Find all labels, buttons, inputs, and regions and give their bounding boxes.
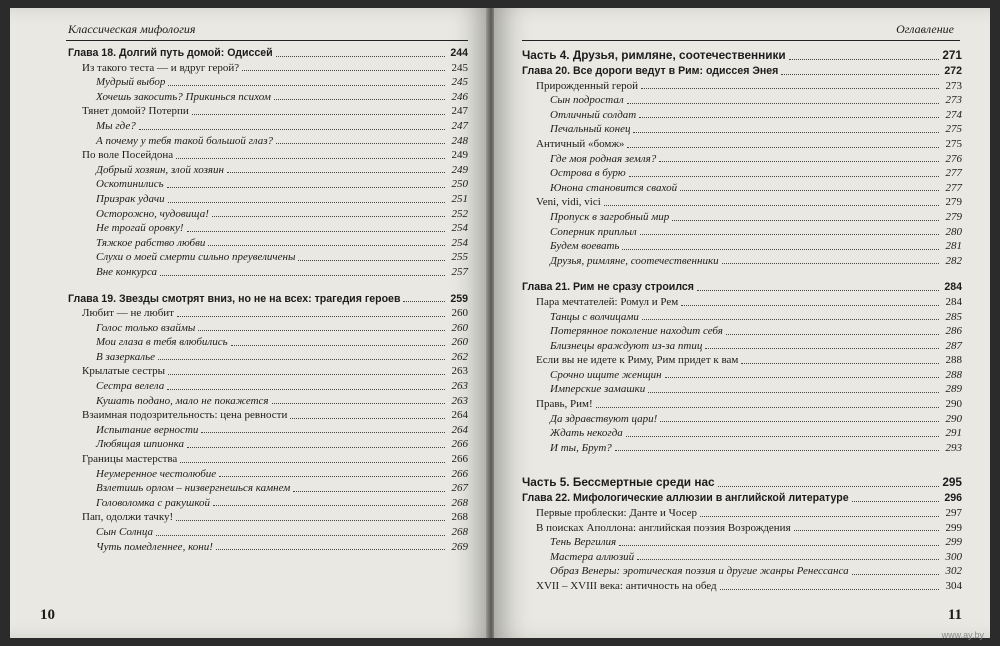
- dot-leader: [198, 330, 445, 331]
- toc-entry-title: Слухи о моей смерти сильно преувеличены: [96, 251, 296, 264]
- toc-entry-title: Испытание верности: [96, 423, 199, 436]
- toc-entry-page: 299: [945, 536, 962, 549]
- toc-entry: [522, 579, 962, 594]
- toc-entry-page: 254: [451, 236, 468, 249]
- toc-entry: [522, 254, 962, 269]
- dot-leader: [697, 290, 939, 291]
- toc-chapter-entry: [522, 280, 962, 295]
- toc-entry-title: Мы где?: [96, 119, 136, 132]
- toc-entry-title: Мои глаза в тебя влюбились: [96, 336, 228, 349]
- toc-entry: [68, 467, 468, 482]
- toc-entry: [68, 379, 468, 394]
- right-page: [494, 8, 990, 638]
- toc-entry: [68, 177, 468, 192]
- toc-entry-page: 262: [451, 350, 468, 363]
- dot-leader: [403, 301, 445, 302]
- toc-entry-title: Вне конкурса: [96, 265, 157, 278]
- dot-leader: [160, 275, 445, 276]
- toc-entry-page: 271: [942, 48, 962, 62]
- dot-leader: [615, 450, 939, 451]
- toc-entry: [522, 239, 962, 254]
- toc-chapter-entry: [68, 46, 468, 61]
- toc-entry: [522, 225, 962, 240]
- dot-leader: [718, 486, 939, 487]
- toc-entry: [522, 210, 962, 225]
- toc-entry: [68, 350, 468, 365]
- toc-entry-page: 299: [945, 521, 962, 534]
- toc-entry-title: Острова в бурю: [550, 167, 626, 180]
- toc-entry-title: Если вы не идете к Риму, Рим придет к вам: [536, 354, 739, 367]
- toc-entry-page: 296: [944, 492, 962, 505]
- toc-entry-title: Тяжкое рабство любви: [96, 236, 206, 249]
- toc-entry-title: Где моя родная земля?: [550, 152, 657, 165]
- toc-entry: [522, 166, 962, 181]
- toc-entry-title: Отличный солдат: [550, 108, 637, 121]
- toc-entry-title: Глава 18. Долгий путь домой: Одиссей: [68, 47, 273, 59]
- dot-leader: [726, 334, 939, 335]
- dot-leader: [680, 190, 939, 191]
- toc-entry: [68, 306, 468, 321]
- dot-leader: [290, 418, 445, 419]
- toc-entry: [68, 481, 468, 496]
- toc-entry-page: 264: [451, 409, 468, 422]
- toc-entry-page: 269: [451, 540, 468, 553]
- toc-list: [522, 46, 962, 594]
- toc-entry-title: Часть 4. Друзья, римляне, соотечественники: [522, 48, 786, 62]
- toc-entry: [68, 510, 468, 525]
- toc-entry-page: 275: [945, 137, 962, 150]
- dot-leader: [627, 147, 939, 148]
- toc-entry-title: Будем воевать: [550, 240, 620, 253]
- dot-leader: [639, 117, 939, 118]
- dot-leader: [231, 345, 445, 346]
- toc-entry: [522, 108, 962, 123]
- dot-leader: [629, 176, 939, 177]
- toc-entry-page: 251: [451, 192, 468, 205]
- toc-entry-title: Печальный конец: [550, 123, 631, 136]
- toc-entry: [68, 90, 468, 105]
- toc-entry-title: Чуть помедленнее, кони!: [96, 540, 213, 553]
- dot-leader: [741, 363, 939, 364]
- toc-entry: [68, 452, 468, 467]
- toc-entry-page: 289: [945, 383, 962, 396]
- toc-entry-page: 267: [451, 482, 468, 495]
- dot-leader: [648, 392, 939, 393]
- toc-entry-title: Взаимная подозрительность: цена ревности: [82, 409, 288, 422]
- toc-entry: [522, 324, 962, 339]
- toc-entry: [522, 426, 962, 441]
- toc-entry-page: 266: [451, 453, 468, 466]
- toc-entry: [522, 295, 962, 310]
- dot-leader: [642, 319, 939, 320]
- toc-entry-page: 246: [451, 90, 468, 103]
- toc-chapter-entry: [522, 491, 962, 506]
- toc-entry-page: 281: [945, 240, 962, 253]
- toc-entry-title: Кушать подано, мало не покажется: [96, 394, 269, 407]
- toc-entry-page: 300: [945, 550, 962, 563]
- toc-entry-page: 245: [451, 61, 468, 74]
- toc-entry-title: Взлетишь орлом – низвергнешься камнем: [96, 482, 291, 495]
- toc-entry: [68, 250, 468, 265]
- toc-entry-page: 268: [451, 511, 468, 524]
- toc-entry-title: Пропуск в загробный мир: [550, 210, 670, 223]
- dot-leader: [227, 172, 445, 173]
- toc-entry-page: 279: [945, 210, 962, 223]
- toc-entry-page: 248: [451, 134, 468, 147]
- toc-entry-title: По воле Посейдона: [82, 149, 174, 162]
- toc-entry-page: 247: [451, 105, 468, 118]
- toc-entry: [68, 335, 468, 350]
- dot-leader: [665, 377, 939, 378]
- toc-entry-title: Тень Вергилия: [550, 536, 617, 549]
- header-rule: [66, 40, 468, 41]
- toc-entry: [68, 496, 468, 511]
- dot-leader: [192, 114, 445, 115]
- page-number: 10: [40, 607, 55, 623]
- toc-entry-page: 285: [945, 310, 962, 323]
- toc-part-entry: [522, 473, 962, 491]
- toc-entry: [522, 382, 962, 397]
- dot-leader: [176, 520, 445, 521]
- dot-leader: [293, 491, 445, 492]
- toc-entry-page: 273: [945, 94, 962, 107]
- toc-entry-title: Глава 19. Звезды смотрят вниз, но не на всех: трагедия героев: [68, 292, 401, 305]
- toc-entry: [522, 310, 962, 325]
- dot-leader: [219, 476, 445, 477]
- toc-spacer: [522, 268, 962, 280]
- toc-entry-title: Из такого теста — и вдруг герой?: [82, 61, 240, 74]
- dot-leader: [626, 436, 939, 437]
- toc-entry-page: 266: [451, 467, 468, 480]
- toc-entry-title: Пара мечтателей: Ромул и Рем: [536, 295, 679, 308]
- dot-leader: [168, 202, 445, 203]
- toc-entry-page: 284: [944, 281, 962, 294]
- toc-entry-page: 280: [945, 225, 962, 238]
- dot-leader: [852, 501, 939, 502]
- dot-leader: [242, 70, 445, 71]
- toc-entry: [68, 321, 468, 336]
- toc-entry: [68, 61, 468, 76]
- toc-entry-title: Сын Солнца: [96, 526, 154, 538]
- toc-entry: [68, 134, 468, 149]
- toc-entry-title: Друзья, римляне, соотечественники: [550, 254, 719, 267]
- toc-entry-page: 247: [451, 119, 468, 132]
- dot-leader: [177, 316, 445, 317]
- dot-leader: [640, 234, 939, 235]
- toc-entry-page: 268: [451, 496, 468, 509]
- toc-entry-title: А почему у тебя такой большой глаз?: [96, 134, 274, 147]
- toc-entry: [68, 104, 468, 119]
- toc-entry-title: Пап, одолжи тачку!: [82, 511, 174, 524]
- toc-entry: [522, 122, 962, 137]
- toc-list: [68, 46, 468, 554]
- toc-entry: [522, 506, 962, 521]
- toc-entry-title: Не трогай оровку!: [96, 222, 184, 235]
- toc-entry-title: Ждать некогда: [550, 427, 623, 440]
- toc-entry-title: Хочешь закосить? Прикинься психом: [96, 90, 271, 103]
- toc-entry-title: Близнецы враждуют из-за птиц: [550, 339, 703, 352]
- dot-leader: [659, 161, 939, 162]
- toc-entry: [68, 75, 468, 90]
- toc-entry: [68, 221, 468, 236]
- dot-leader: [272, 403, 445, 404]
- toc-entry: [522, 181, 962, 196]
- dot-leader: [168, 374, 445, 375]
- toc-entry-page: 254: [451, 222, 468, 235]
- toc-entry-page: 297: [945, 507, 962, 520]
- dot-leader: [789, 59, 939, 60]
- toc-entry-page: 293: [945, 441, 962, 454]
- toc-entry: [522, 397, 962, 412]
- toc-chapter-entry: [68, 292, 468, 307]
- toc-entry-title: Добрый хозяин, злой хозяин: [96, 163, 224, 176]
- toc-entry-page: 260: [451, 336, 468, 349]
- toc-entry-title: В поисках Аполлона: английская поэзия Возрождения: [536, 521, 791, 534]
- toc-entry: [68, 394, 468, 409]
- toc-entry-title: Юнона становится свахой: [550, 181, 678, 194]
- toc-entry: [68, 207, 468, 222]
- toc-entry: [522, 195, 962, 210]
- toc-entry: [522, 521, 962, 536]
- dot-leader: [298, 260, 445, 261]
- dot-leader: [781, 74, 939, 75]
- toc-entry-title: Глава 21. Рим не сразу строился: [522, 281, 694, 294]
- toc-entry-title: Неумеренное честолюбие: [96, 467, 217, 480]
- toc-entry: [68, 525, 468, 540]
- toc-entry-title: Имперские замашки: [550, 383, 646, 396]
- toc-entry: [68, 540, 468, 555]
- header-rule: [522, 40, 960, 41]
- toc-entry-title: Любит — не любит: [82, 307, 174, 320]
- toc-chapter-entry: [522, 64, 962, 79]
- toc-entry-title: Veni, vidi, vici: [536, 196, 601, 209]
- dot-leader: [627, 103, 939, 104]
- toc-entry-page: 302: [945, 565, 962, 578]
- running-head: Оглавление: [896, 22, 954, 36]
- toc-entry: [68, 192, 468, 207]
- toc-entry-page: 295: [942, 475, 962, 490]
- toc-entry-page: 260: [451, 321, 468, 334]
- toc-entry-page: 277: [945, 181, 962, 194]
- toc-entry: [68, 364, 468, 379]
- toc-entry-page: 263: [451, 365, 468, 378]
- toc-entry-page: 279: [945, 196, 962, 209]
- toc-entry-title: Танцы с волчицами: [550, 310, 639, 323]
- toc-entry-title: Потерянное поколение находит себя: [550, 325, 723, 338]
- toc-entry-page: 264: [451, 423, 468, 436]
- toc-entry: [522, 339, 962, 354]
- toc-entry-title: Глава 22. Мифологические аллюзии в английской литературе: [522, 492, 849, 505]
- toc-entry-title: Тянет домой? Потерпи: [82, 105, 189, 118]
- toc-entry-title: Правь, Рим!: [536, 398, 593, 411]
- toc-entry: [68, 408, 468, 423]
- toc-entry-title: Срочно ищите женщин: [550, 368, 662, 381]
- dot-leader: [168, 85, 445, 86]
- toc-entry-page: 304: [945, 580, 962, 592]
- toc-entry-title: Глава 20. Все дороги ведут в Рим: одиссея Энея: [522, 65, 779, 77]
- toc-entry-title: Первые проблески: Данте и Чосер: [536, 507, 697, 520]
- toc-entry-page: 255: [451, 251, 468, 264]
- toc-entry: [68, 437, 468, 452]
- toc-entry-page: 272: [944, 65, 962, 77]
- toc-entry-page: 286: [945, 325, 962, 338]
- toc-entry-title: Голос только взаймы: [96, 321, 196, 334]
- toc-entry-page: 257: [451, 265, 468, 278]
- dot-leader: [276, 56, 445, 57]
- toc-entry-page: 244: [450, 47, 468, 59]
- toc-entry: [68, 148, 468, 163]
- dot-leader: [187, 231, 445, 232]
- dot-leader: [705, 348, 939, 349]
- toc-spacer: [68, 280, 468, 292]
- toc-entry-page: 291: [945, 427, 962, 440]
- toc-entry: [522, 152, 962, 167]
- dot-leader: [596, 407, 939, 408]
- toc-entry-title: Да здравствуют цари!: [550, 412, 658, 425]
- toc-entry: [68, 423, 468, 438]
- toc-entry-page: 259: [450, 292, 468, 305]
- dot-leader: [622, 249, 939, 250]
- toc-entry-title: В зазеркалье: [96, 350, 155, 363]
- toc-entry: [522, 535, 962, 550]
- toc-entry-page: 288: [945, 368, 962, 381]
- toc-entry-title: Сестра велела: [96, 380, 165, 393]
- toc-entry: [68, 119, 468, 134]
- toc-entry: [522, 368, 962, 383]
- dot-leader: [139, 129, 445, 130]
- toc-entry-page: 263: [451, 394, 468, 407]
- dot-leader: [208, 245, 445, 246]
- toc-entry-page: 273: [945, 79, 962, 92]
- toc-entry-page: 290: [945, 412, 962, 425]
- toc-entry-page: 266: [451, 438, 468, 451]
- toc-entry-title: Мастера аллюзий: [550, 550, 635, 563]
- toc-entry: [522, 79, 962, 94]
- toc-entry-title: Образ Венеры: эротическая поэзия и другие жанры Ренессанса: [550, 565, 849, 578]
- toc-entry-page: 287: [945, 339, 962, 352]
- toc-entry-title: Мудрый выбор: [96, 76, 166, 89]
- dot-leader: [660, 421, 939, 422]
- toc-entry-title: Любящая шпионка: [96, 438, 185, 451]
- toc-entry-page: 250: [451, 178, 468, 191]
- running-head: Классическая мифология: [68, 22, 196, 36]
- toc-entry: [68, 265, 468, 280]
- dot-leader: [276, 143, 445, 144]
- page-number: 11: [947, 607, 962, 623]
- toc-entry-page: 275: [945, 123, 962, 136]
- toc-entry-title: Крылатые сестры: [82, 365, 166, 378]
- dot-leader: [212, 216, 445, 217]
- dot-leader: [672, 220, 939, 221]
- toc-entry-page: 276: [945, 152, 962, 165]
- dot-leader: [619, 545, 939, 546]
- toc-entry: [68, 236, 468, 251]
- dot-leader: [681, 305, 939, 306]
- toc-entry-title: Осторожно, чудовища!: [96, 207, 209, 220]
- toc-entry-page: 249: [451, 163, 468, 176]
- toc-entry-page: 288: [945, 354, 962, 367]
- toc-entry-page: 277: [945, 167, 962, 180]
- toc-entry-page: 282: [945, 254, 962, 267]
- dot-leader: [852, 574, 939, 575]
- toc-entry: [522, 93, 962, 108]
- dot-leader: [176, 158, 445, 159]
- toc-entry-title: Призрак удачи: [96, 192, 165, 205]
- dot-leader: [633, 132, 939, 133]
- toc-entry-page: 245: [451, 76, 468, 89]
- toc-spacer: [522, 455, 962, 473]
- dot-leader: [156, 535, 445, 536]
- toc-entry: [522, 137, 962, 152]
- toc-entry-page: 290: [945, 398, 962, 411]
- dot-leader: [637, 559, 939, 560]
- left-page: [10, 8, 488, 638]
- dot-leader: [604, 205, 939, 206]
- dot-leader: [180, 462, 445, 463]
- toc-entry-page: 268: [451, 526, 468, 538]
- dot-leader: [722, 263, 939, 264]
- toc-entry-title: И ты, Брут?: [550, 441, 612, 454]
- dot-leader: [213, 505, 445, 506]
- toc-entry-title: Границы мастерства: [82, 453, 178, 466]
- dot-leader: [167, 389, 445, 390]
- toc-entry: [522, 441, 962, 456]
- dot-leader: [216, 549, 445, 550]
- toc-entry-title: XVII – XVIII века: античность на обед: [536, 580, 717, 592]
- dot-leader: [720, 589, 939, 590]
- toc-entry-title: Оскотинились: [96, 178, 164, 191]
- toc-entry-title: Головоломка с ракушкой: [96, 496, 211, 509]
- dot-leader: [187, 447, 445, 448]
- toc-entry-title: Часть 5. Бессмертные среди нас: [522, 475, 715, 490]
- dot-leader: [158, 359, 445, 360]
- toc-entry-page: 249: [451, 149, 468, 162]
- toc-entry-title: Соперник приплыл: [550, 225, 637, 238]
- toc-entry: [522, 412, 962, 427]
- toc-entry: [68, 163, 468, 178]
- dot-leader: [274, 99, 445, 100]
- toc-entry: [522, 353, 962, 368]
- toc-entry-page: 260: [451, 307, 468, 320]
- watermark: www.ay.by: [941, 630, 984, 640]
- dot-leader: [641, 88, 939, 89]
- dot-leader: [700, 516, 939, 517]
- toc-entry-page: 252: [451, 207, 468, 220]
- toc-entry-page: 284: [945, 295, 962, 308]
- dot-leader: [201, 432, 445, 433]
- toc-entry: [522, 564, 962, 579]
- toc-entry-title: Прирожденный герой: [536, 79, 639, 92]
- dot-leader: [794, 530, 939, 531]
- toc-entry-page: 263: [451, 380, 468, 393]
- toc-entry-title: Античный «бомж»: [536, 137, 625, 150]
- dot-leader: [167, 187, 445, 188]
- toc-entry: [522, 550, 962, 565]
- toc-entry-page: 274: [945, 108, 962, 121]
- toc-entry-title: Сын подростал: [550, 94, 624, 107]
- toc-part-entry: [522, 46, 962, 64]
